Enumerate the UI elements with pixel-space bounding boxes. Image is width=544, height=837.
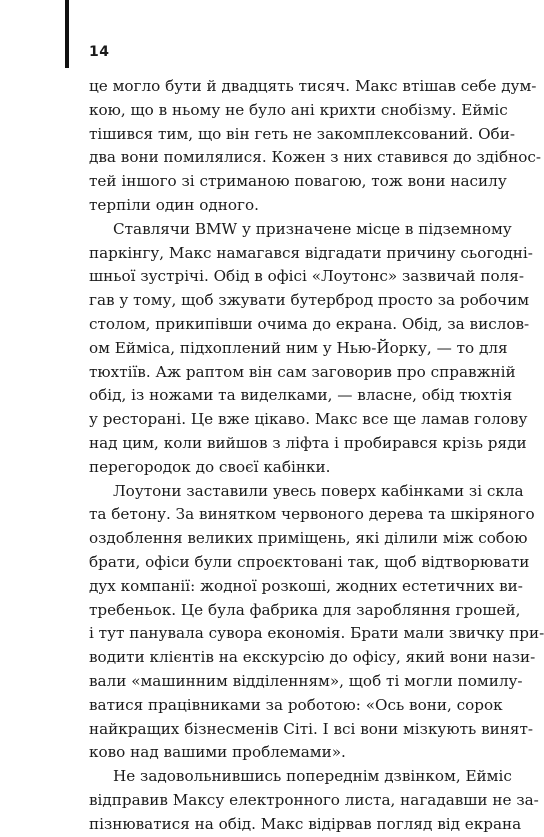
text-line: требеньок. Це була фабрика для заробляння грошей, — [89, 600, 521, 619]
text-line: тюхтіїв. Аж раптом він сам заговорив про справжній — [89, 362, 516, 381]
text-line: брати, офіси були спроєктовані так, щоб відтворювати — [89, 552, 530, 571]
text-line: дух компанії: жодної розкоші, жодних естетичних ви- — [89, 576, 523, 595]
text-line: і тут панувала сувора економія. Брати мали звичку при- — [89, 624, 544, 643]
text-line: у ресторані. Це вже цікаво. Макс все ще ламав голову — [89, 410, 528, 429]
text-line: перегородок до своєї кабінки. — [89, 457, 331, 476]
text-line: терпіли один одного. — [89, 195, 259, 214]
text-line: над цим, коли вийшов з ліфта і пробирався крізь ряди — [89, 433, 527, 452]
page-number: 14 — [89, 44, 110, 60]
text-line: гав у тому, щоб зжувати бутерброд просто за робочим — [89, 291, 530, 310]
text-line: два вони помилялися. Кожен з них ставився до здібнос- — [89, 148, 542, 167]
text-line: паркінгу, Макс намагався відгадати причину сьогодні- — [89, 243, 533, 262]
text-line: тішився тим, що він геть не закомплексований. Оби- — [89, 124, 515, 143]
text-line: пізнюватися на обід. Макс відірвав погляд від екрана — [89, 814, 522, 833]
text-line: відправив Максу електронного листа, нагадавши не за- — [89, 790, 539, 809]
text-line: оздоблення великих приміщень, які ділили між собою — [89, 529, 528, 548]
text-line: Не задовольнившись попереднім дзвінком, Еймiс — [113, 767, 512, 786]
text-line: ково над вашими проблемами». — [89, 743, 346, 762]
text-line: найкращих бізнесменів Сіті. І всі вони мізкують винят- — [89, 719, 534, 738]
text-line: Ставлячи BMW у призначене місце в підземному — [113, 219, 512, 238]
text-line: кою, що в ньому не було ані крихти снобізму. Ейміс — [89, 100, 508, 119]
text-line: шньої зустрічі. Обід в офісі «Лоутонс» зазвичай поля- — [89, 267, 524, 286]
page-edge-mark — [65, 0, 69, 68]
text-line: це могло бути й двадцять тисяч. Макс втішав себе дум- — [89, 77, 537, 95]
body-text — [89, 75, 544, 837]
text-line: вали «машинним відділенням», щоб ті могли помилу- — [89, 671, 523, 690]
text-line: Лоутони заставили увесь поверх кабінками зі скла — [113, 481, 524, 500]
text-line: обід, із ножами та виделками, — власне, обід тюхтія — [89, 386, 513, 405]
text-line: та бетону. За винятком червоного дерева та шкіряного — [89, 505, 535, 524]
text-line: тей іншого зі стриманою повагою, тож вони насилу — [89, 172, 507, 191]
text-line: ватися працівниками за роботою: «Ось вони, сорок — [89, 695, 503, 714]
text-line: водити клієнтів на екскурсію до офісу, який вони нази- — [89, 648, 536, 667]
text-line: столом, прикипівши очима до екрана. Обід, за вислов- — [89, 314, 530, 333]
text-line: ом Еймiса, підхоплений ним у Нью-Йорку, — то для — [89, 338, 508, 357]
